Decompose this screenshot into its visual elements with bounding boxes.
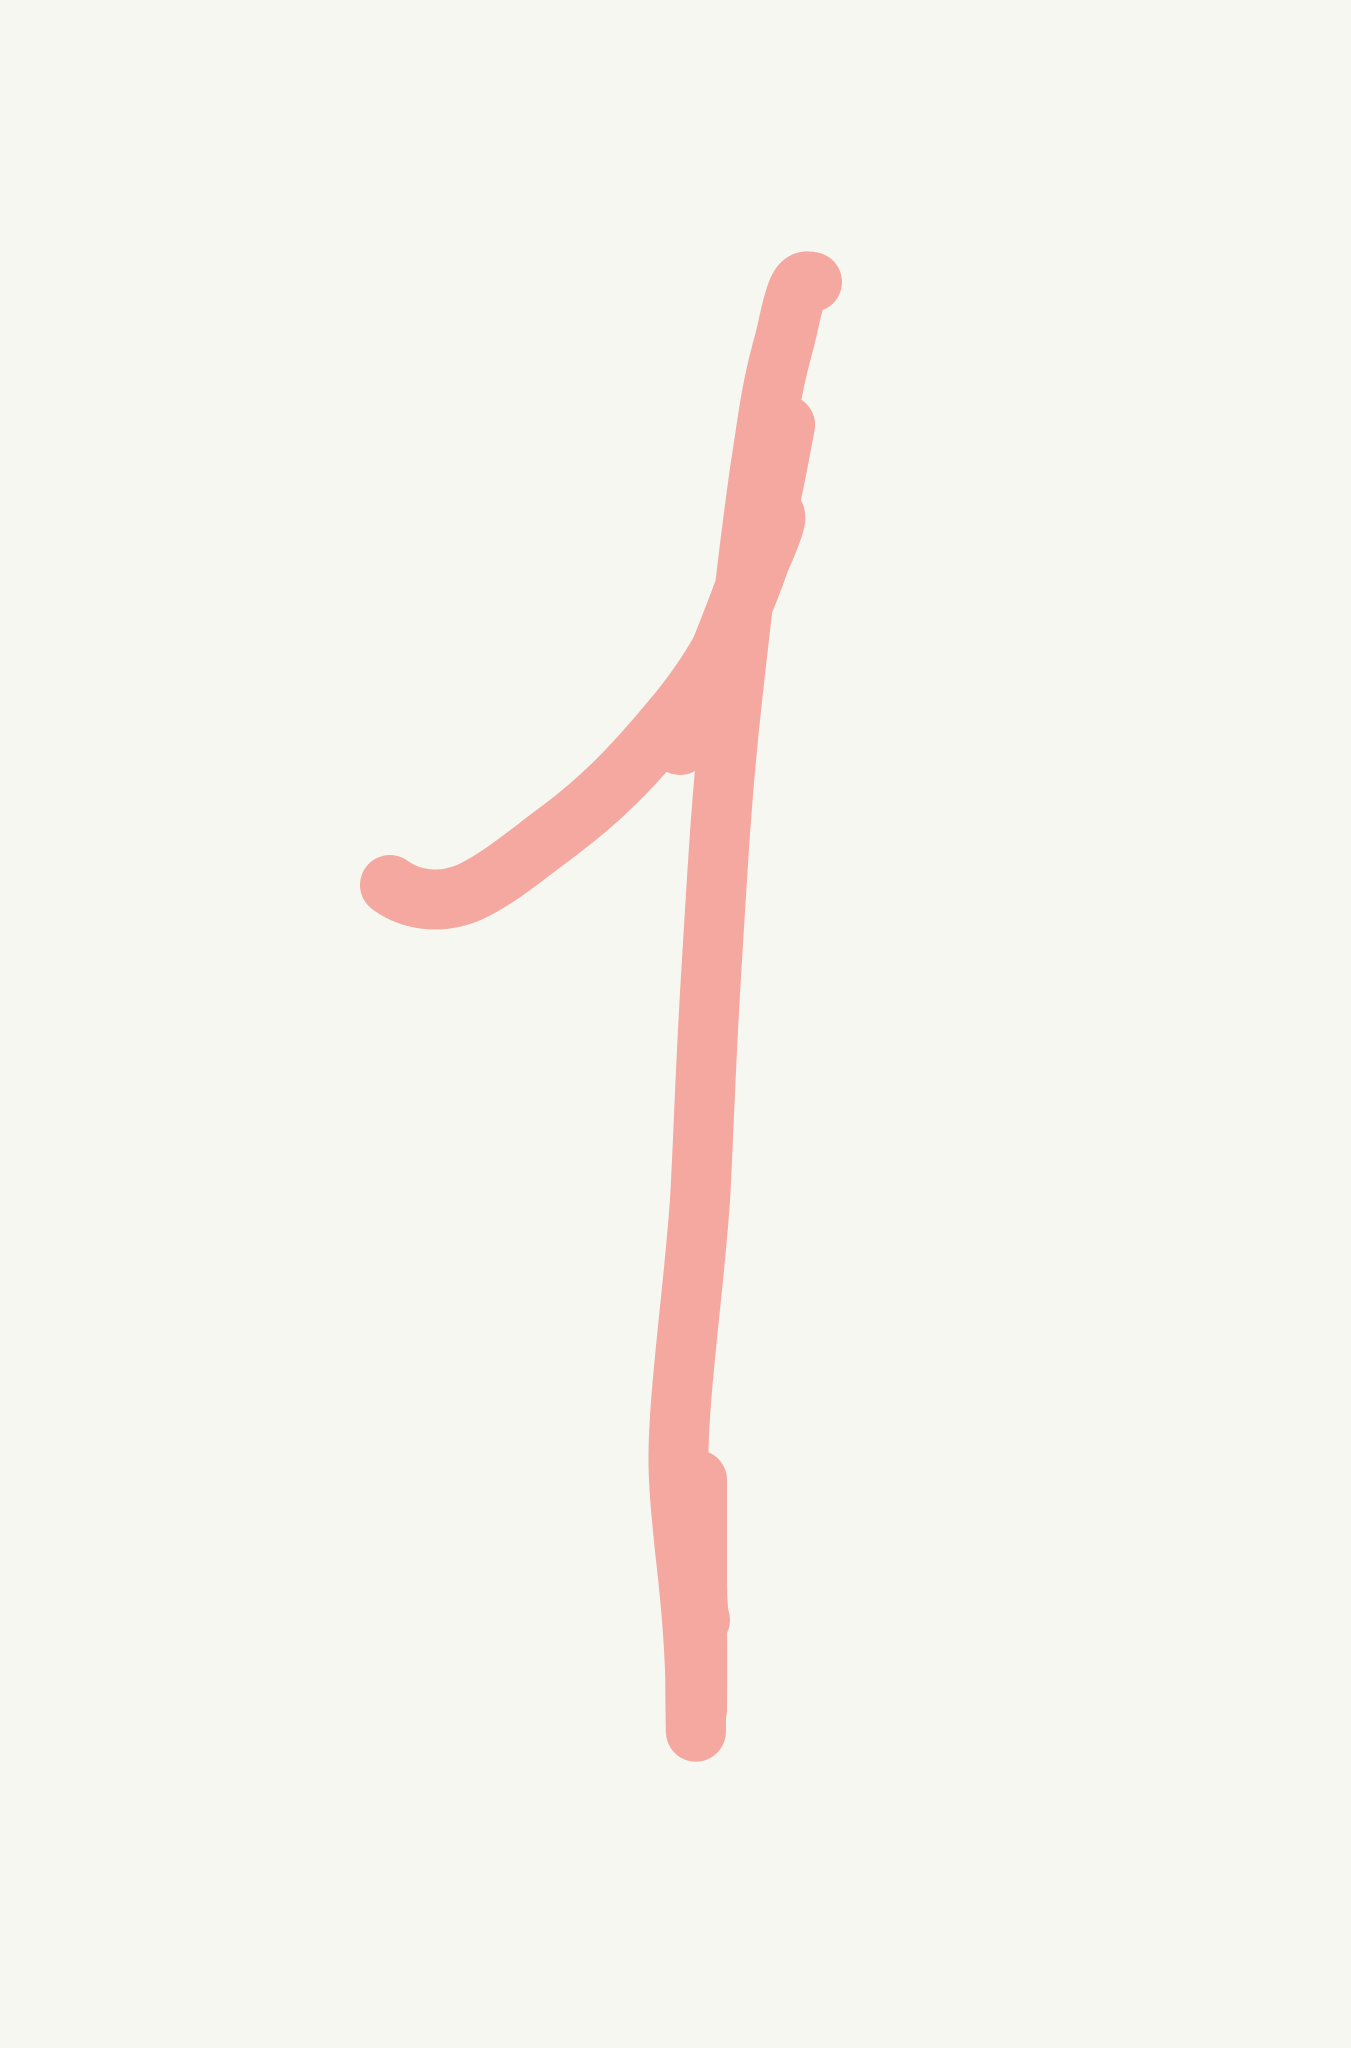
digit-stroke-bottom: [697, 1480, 700, 1620]
digit-stroke-tip: [782, 281, 812, 350]
digit-one-drawing: [390, 281, 812, 1731]
